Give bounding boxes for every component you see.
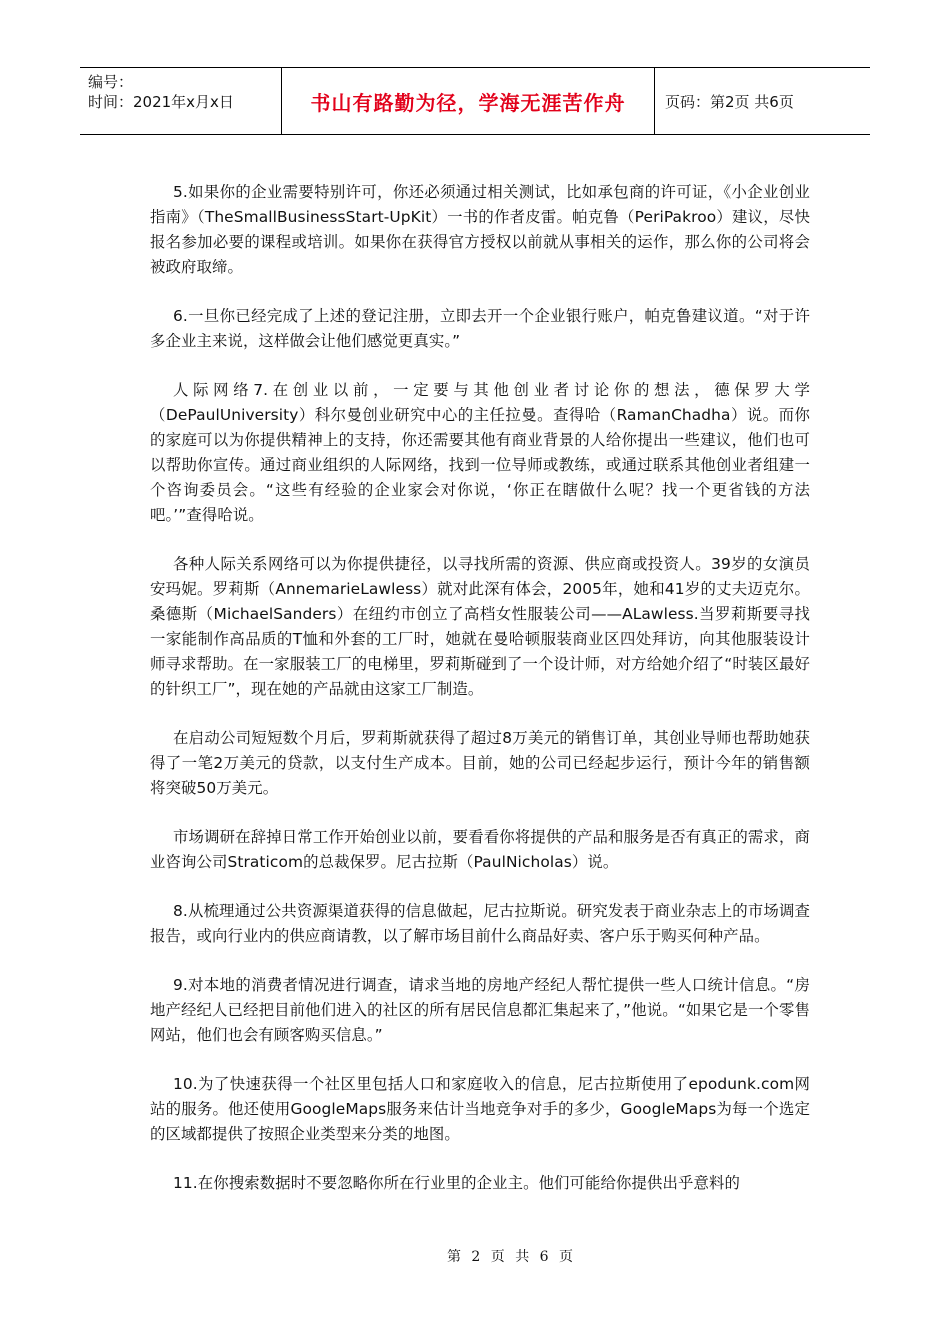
page-footer: 第 2 页 共 6 页 [446, 1249, 574, 1265]
paragraph: 10.为了快速获得一个社区里包括人口和家庭收入的信息，尼古拉斯使用了epodunk.com网站的服务。他还使用GoogleMaps服务来估计当地竞争对手的多少，GoogleMaps为每一个选定的区域都提供了按照企业类型来分类的地图。 [150, 1075, 810, 1143]
paragraph: 6.一旦你已经完成了上述的登记注册，立即去开一个企业银行账户，帕克鲁建议道。“对于许多企业主来说，这样做会让他们感觉更真实。” [150, 307, 810, 350]
paragraph: 在启动公司短短数个月后，罗莉斯就获得了超过8万美元的销售订单，其创业导师也帮助她获得了一笔2万美元的贷款，以支付生产成本。目前，她的公司已经起步运行，预计今年的销售额将突破50万美元。 [150, 729, 810, 797]
header-page-info-cell [655, 68, 870, 134]
document-body [150, 180, 810, 1220]
document-number-label: 编号： [88, 73, 134, 91]
paragraph: 8.从梳理通过公共资源渠道获得的信息做起，尼古拉斯说。研究发表于商业杂志上的市场调查报告，或向行业内的供应商请教，以了解市场目前什么商品好卖、客户乐于购买何种产品。 [150, 902, 810, 945]
paragraph: 5.如果你的企业需要特别许可，你还必须通过相关测试，比如承包商的许可证，《小企业创业指南》（TheSmallBusinessStart-UpKit）一书的作者皮雷。帕克鲁（PeriPakroo）建议，尽快报名参加必要的课程或培训。如果你在获得官方授权以前就从事相关的运作，那么你的公司将会被政府取缔。 [150, 183, 810, 276]
header-motto-cell [282, 68, 655, 134]
paragraph: 人际网络7.在创业以前，一定要与其他创业者讨论你的想法，德保罗大学（DePaulUniversity）科尔曼创业研究中心的主任拉曼。查得哈（RamanChadha）说。而你的家庭可以为你提供精神上的支持，你还需要其他有商业背景的人给你提出一些建议，他们也可以帮助你宣传。通过商业组织的人际网络，找到一位导师或教练，或通过联系其他创业者组建一个咨询委员会。“这些有经验的企业家会对你说，‘你正在瞎做什么呢？找一个更省钱的方法吧。’”查得哈说。 [150, 381, 810, 524]
header-page-info: 页码：第2页 共6页 [665, 92, 794, 111]
document-date-label: 时间：2021年x月x日 [88, 93, 234, 111]
paragraph: 9.对本地的消费者情况进行调查，请求当地的房地产经纪人帮忙提供一些人口统计信息。“房地产经纪人已经把目前他们进入的社区的所有居民信息都汇集起来了，”他说。“如果它是一个零售网站，他们也会有顾客购买信息。” [150, 976, 810, 1044]
document-header [80, 67, 870, 135]
header-motto: 书山有路勤为径，学海无涯苦作舟 [310, 90, 626, 115]
header-meta [80, 68, 282, 134]
paragraph: 市场调研在辞掉日常工作开始创业以前，要看看你将提供的产品和服务是否有真正的需求，商业咨询公司Straticom的总裁保罗。尼古拉斯（PaulNicholas）说。 [150, 828, 810, 871]
paragraph: 各种人际关系网络可以为你提供捷径，以寻找所需的资源、供应商或投资人。39岁的女演员安玛妮。罗莉斯（AnnemarieLawless）就对此深有体会，2005年，她和41岁的丈夫迈克尔。桑德斯（MichaelSanders）在纽约市创立了高档女性服装公司——ALawless.当罗莉斯要寻找一家能制作高品质的T恤和外套的工厂时，她就在曼哈顿服装商业区四处拜访，向其他服装设计师寻求帮助。在一家服装工厂的电梯里，罗莉斯碰到了一个设计师，对方给她介绍了“时装区最好的针织工厂”，现在她的产品就由这家工厂制造。 [150, 555, 810, 698]
paragraph: 11.在你搜索数据时不要忽略你所在行业里的企业主。他们可能给你提供出乎意料的 [173, 1174, 740, 1192]
